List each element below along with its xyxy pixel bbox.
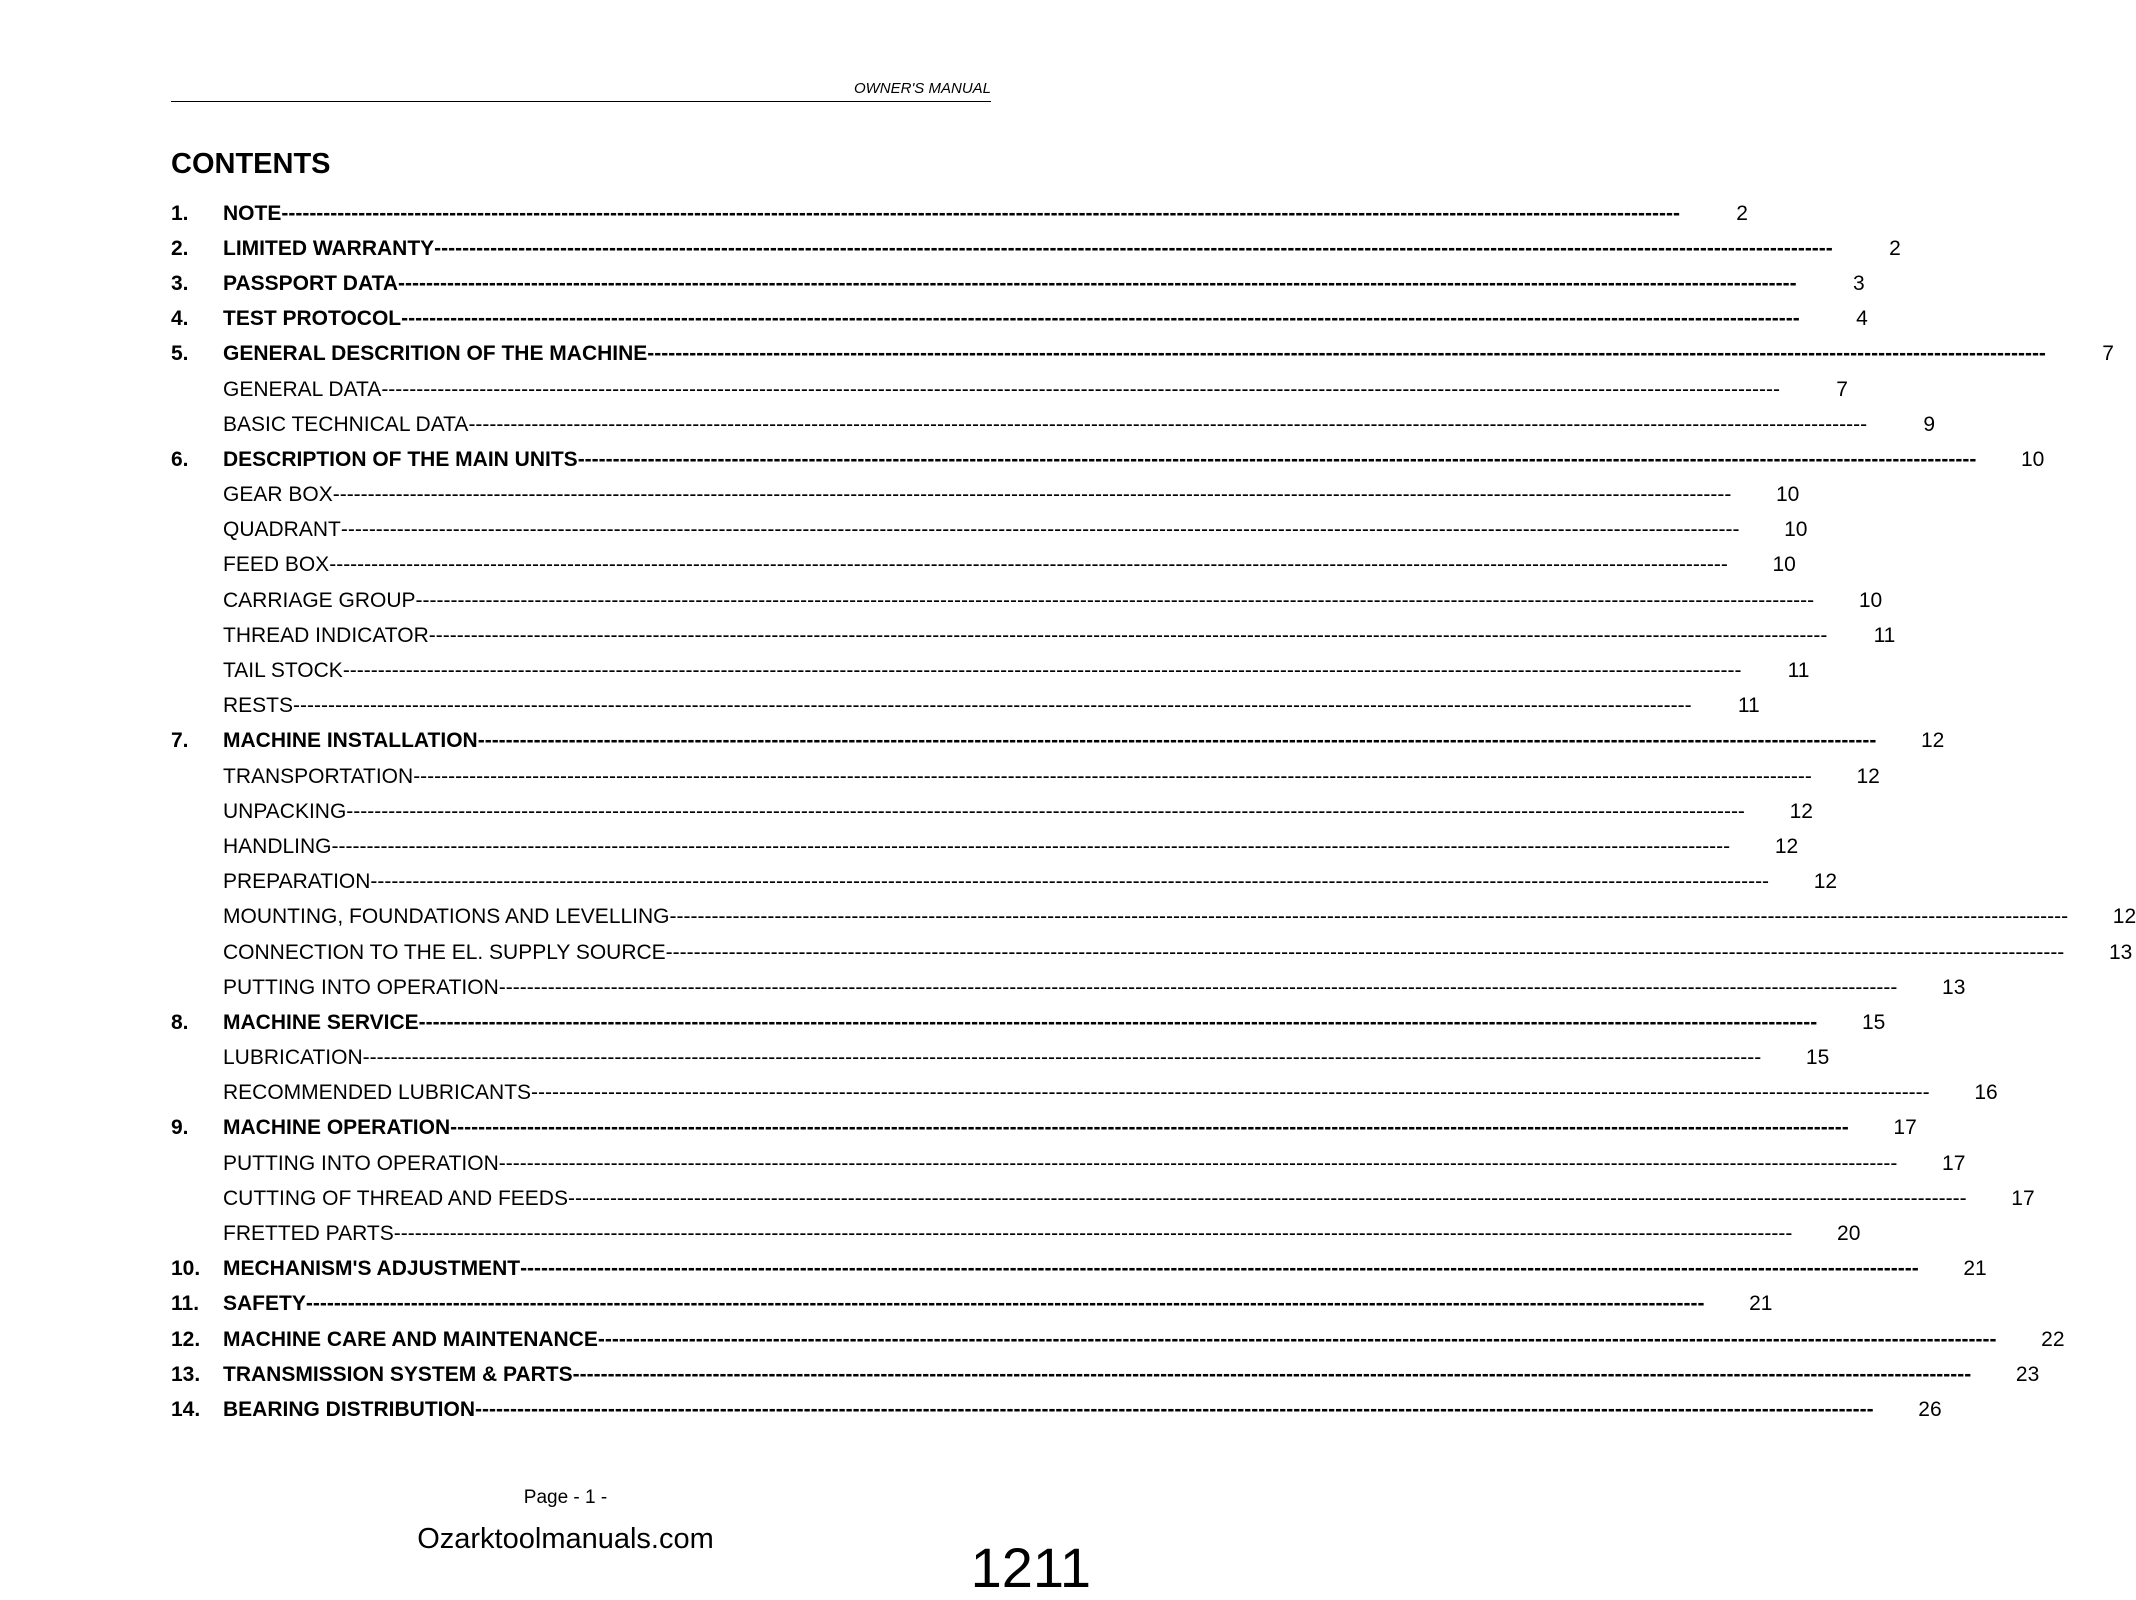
toc-entry-page: 17: [2011, 1186, 2035, 1210]
toc-entry-title: HANDLING: [223, 834, 332, 858]
toc-entry-title: BEARING DISTRIBUTION: [223, 1397, 475, 1421]
toc-entry-number: 3.: [171, 271, 189, 295]
toc-dash-leader: --------------------------------------------------------------------------------------------------------------------------------------------------------------------------------------------------------: [669, 905, 2069, 929]
toc-entry: [171, 865, 1838, 900]
toc-entry-page: 17: [1893, 1116, 1917, 1140]
toc-entry: [171, 970, 1966, 1005]
toc-dash-leader: --------------------------------------------------------------------------------------------------------------------------------------------------------------------------------------------------------: [418, 1010, 1818, 1034]
toc-entry-title: TRANSMISSION SYSTEM & PARTS: [223, 1362, 573, 1386]
toc-dash-leader: --------------------------------------------------------------------------------------------------------------------------------------------------------------------------------------------------------: [498, 1151, 1898, 1175]
toc-entry: [171, 196, 1748, 231]
toc-entry-title: BASIC TECHNICAL DATA: [223, 412, 469, 436]
toc-entry-page: 10: [1775, 483, 1800, 507]
toc-dash-leader: --------------------------------------------------------------------------------------------------------------------------------------------------------------------------------------------------------: [434, 236, 1833, 260]
table-of-contents: [171, 196, 2136, 1428]
toc-entry: [171, 337, 2114, 372]
toc-entry-title: THREAD INDICATOR: [223, 623, 429, 647]
toc-entry-title: RESTS: [223, 694, 294, 718]
toc-dash-leader: --------------------------------------------------------------------------------------------------------------------------------------------------------------------------------------------------------: [393, 1222, 1793, 1246]
toc-entry-number: 14.: [171, 1397, 201, 1421]
toc-entry-title: TAIL STOCK: [223, 659, 343, 683]
toc-entry-page: 12: [2112, 905, 2136, 929]
toc-entry-number: 8.: [171, 1010, 189, 1034]
toc-entry-title: PREPARATION: [223, 870, 371, 894]
toc-entry-page: 11: [1737, 694, 1760, 718]
running-header: OWNER'S MANUAL: [853, 80, 991, 97]
toc-dash-leader: --------------------------------------------------------------------------------------------------------------------------------------------------------------------------------------------------------: [647, 342, 2046, 366]
toc-entry-page: 21: [1963, 1257, 1987, 1281]
toc-entry-title: FEED BOX: [223, 553, 330, 577]
toc-entry-title: CARRIAGE GROUP: [223, 588, 416, 612]
toc-entry-page: 12: [1774, 834, 1799, 858]
toc-entry-page: 21: [1749, 1292, 1773, 1316]
toc-entry: [171, 1322, 2065, 1357]
toc-dash-leader: --------------------------------------------------------------------------------------------------------------------------------------------------------------------------------------------------------: [567, 1186, 1967, 1210]
toc-entry-title: PUTTING INTO OPERATION: [223, 1151, 499, 1175]
toc-entry: [171, 1392, 1942, 1427]
toc-dash-leader: --------------------------------------------------------------------------------------------------------------------------------------------------------------------------------------------------------: [398, 271, 1797, 295]
toc-dash-leader: --------------------------------------------------------------------------------------------------------------------------------------------------------------------------------------------------------: [477, 729, 1877, 753]
toc-entry: [171, 1076, 1998, 1111]
toc-entry-number: 10.: [171, 1257, 201, 1281]
toc-entry-page: 13: [1942, 975, 1966, 999]
page-title: CONTENTS: [171, 148, 331, 180]
toc-entry: [171, 1041, 1830, 1076]
toc-dash-leader: --------------------------------------------------------------------------------------------------------------------------------------------------------------------------------------------------------: [520, 1257, 1919, 1281]
toc-entry: [171, 372, 1848, 407]
toc-entry-page: 13: [2108, 940, 2133, 964]
toc-entry: [171, 407, 1936, 442]
toc-dash-leader: --------------------------------------------------------------------------------------------------------------------------------------------------------------------------------------------------------: [665, 940, 2065, 964]
toc-entry: [171, 1357, 2040, 1392]
toc-entry-title: PUTTING INTO OPERATION: [223, 975, 499, 999]
toc-entry: [171, 513, 1808, 548]
toc-entry-number: 13.: [171, 1362, 201, 1386]
toc-entry-page: 20: [1837, 1222, 1861, 1246]
toc-entry-title: SAFETY: [223, 1292, 306, 1316]
toc-dash-leader: --------------------------------------------------------------------------------------------------------------------------------------------------------------------------------------------------------: [305, 1292, 1705, 1316]
toc-entry-number: 12.: [171, 1327, 201, 1351]
toc-dash-leader: --------------------------------------------------------------------------------------------------------------------------------------------------------------------------------------------------------: [340, 518, 1740, 542]
toc-entry-title: NOTE: [223, 201, 282, 225]
toc-entry-page: 9: [1923, 412, 1936, 436]
toc-dash-leader: --------------------------------------------------------------------------------------------------------------------------------------------------------------------------------------------------------: [329, 553, 1728, 577]
toc-dash-leader: --------------------------------------------------------------------------------------------------------------------------------------------------------------------------------------------------------: [342, 659, 1742, 683]
toc-entry: [171, 724, 1945, 759]
toc-entry-title: TEST PROTOCOL: [223, 307, 402, 331]
toc-entry-number: 4.: [171, 307, 189, 331]
toc-entry-number: 11.: [171, 1292, 200, 1316]
page-footer-label: Page - 1 -: [523, 1487, 608, 1508]
toc-dash-leader: --------------------------------------------------------------------------------------------------------------------------------------------------------------------------------------------------------: [572, 1362, 1972, 1386]
toc-entry-page: 22: [2041, 1327, 2065, 1351]
toc-entry-title: MACHINE CARE AND MAINTENANCE: [223, 1327, 598, 1351]
toc-entry: [171, 442, 2045, 477]
toc-entry-page: 10: [1858, 588, 1883, 612]
toc-entry-page: 12: [1920, 729, 1945, 753]
toc-dash-leader: --------------------------------------------------------------------------------------------------------------------------------------------------------------------------------------------------------: [577, 447, 1977, 471]
toc-entry-number: 2.: [171, 236, 189, 260]
toc-entry-page: 12: [1813, 870, 1838, 894]
toc-entry: [171, 653, 1810, 688]
toc-entry-title: LIMITED WARRANTY: [223, 236, 435, 260]
toc-entry-number: 9.: [171, 1116, 189, 1140]
toc-entry-title: QUADRANT: [223, 518, 341, 542]
toc-entry-page: 17: [1942, 1151, 1966, 1175]
toc-entry-page: 26: [1918, 1397, 1942, 1421]
toc-entry-page: 11: [1787, 659, 1810, 683]
toc-entry: [171, 1111, 1917, 1146]
toc-entry: [171, 1146, 1966, 1181]
toc-entry-page: 15: [1861, 1010, 1886, 1034]
toc-dash-leader: --------------------------------------------------------------------------------------------------------------------------------------------------------------------------------------------------------: [370, 870, 1770, 894]
toc-entry-title: MOUNTING, FOUNDATIONS AND LEVELLING: [223, 905, 670, 929]
toc-dash-leader: --------------------------------------------------------------------------------------------------------------------------------------------------------------------------------------------------------: [450, 1116, 1849, 1140]
toc-entry: [171, 829, 1799, 864]
toc-entry-title: TRANSPORTATION: [223, 764, 414, 788]
website-footer: Ozarktoolmanuals.com: [417, 1523, 714, 1555]
toc-entry-number: 1.: [171, 201, 189, 225]
toc-entry-title: GEAR BOX: [223, 483, 333, 507]
toc-entry: [171, 900, 2136, 935]
toc-entry-title: GENERAL DATA: [223, 377, 382, 401]
toc-entry: [171, 548, 1796, 583]
toc-entry: [171, 302, 1868, 337]
toc-entry-title: FRETTED PARTS: [223, 1222, 394, 1246]
toc-entry: [171, 759, 1880, 794]
toc-entry: [171, 689, 1760, 724]
toc-entry: [171, 1216, 1861, 1251]
toc-entry-number: 5.: [171, 342, 189, 366]
toc-entry-page: 23: [2015, 1362, 2040, 1386]
toc-entry-title: GENERAL DESCRITION OF THE MACHINE: [223, 342, 648, 366]
toc-entry-page: 12: [1856, 764, 1880, 788]
toc-entry-page: 2: [1889, 236, 1901, 260]
toc-dash-leader: --------------------------------------------------------------------------------------------------------------------------------------------------------------------------------------------------------: [331, 834, 1731, 858]
toc-entry-title: MECHANISM'S ADJUSTMENT: [223, 1257, 521, 1281]
toc-dash-leader: --------------------------------------------------------------------------------------------------------------------------------------------------------------------------------------------------------: [346, 799, 1745, 823]
page-stamp-number: 1211: [970, 1536, 1091, 1599]
toc-entry: [171, 1287, 1773, 1322]
toc-dash-leader: --------------------------------------------------------------------------------------------------------------------------------------------------------------------------------------------------------: [281, 201, 1680, 225]
toc-dash-leader: --------------------------------------------------------------------------------------------------------------------------------------------------------------------------------------------------------: [428, 623, 1828, 647]
toc-entry-title: MACHINE SERVICE: [223, 1010, 419, 1034]
toc-dash-leader: --------------------------------------------------------------------------------------------------------------------------------------------------------------------------------------------------------: [293, 694, 1692, 718]
toc-entry-page: 15: [1805, 1046, 1830, 1070]
toc-dash-leader: --------------------------------------------------------------------------------------------------------------------------------------------------------------------------------------------------------: [362, 1046, 1762, 1070]
toc-entry-page: 10: [1784, 518, 1808, 542]
toc-entry-title: CONNECTION TO THE EL. SUPPLY SOURCE: [223, 940, 666, 964]
toc-entry: [171, 583, 1883, 618]
toc-entry-page: 16: [1974, 1081, 1998, 1105]
toc-entry: [171, 1005, 1886, 1040]
toc-entry-page: 7: [2102, 342, 2114, 366]
header-rule: [171, 101, 991, 102]
toc-entry-title: MACHINE INSTALLATION: [223, 729, 478, 753]
toc-dash-leader: --------------------------------------------------------------------------------------------------------------------------------------------------------------------------------------------------------: [401, 307, 1800, 331]
toc-dash-leader: --------------------------------------------------------------------------------------------------------------------------------------------------------------------------------------------------------: [415, 588, 1815, 612]
toc-dash-leader: --------------------------------------------------------------------------------------------------------------------------------------------------------------------------------------------------------: [531, 1081, 1930, 1105]
toc-entry: [171, 935, 2133, 970]
toc-dash-leader: --------------------------------------------------------------------------------------------------------------------------------------------------------------------------------------------------------: [475, 1397, 1874, 1421]
toc-dash-leader: --------------------------------------------------------------------------------------------------------------------------------------------------------------------------------------------------------: [498, 975, 1898, 999]
toc-entry-page: 7: [1836, 377, 1848, 401]
toc-entry-number: 7.: [171, 729, 189, 753]
toc-entry: [171, 266, 1865, 301]
toc-entry-page: 4: [1856, 307, 1868, 331]
toc-entry: [171, 231, 1901, 266]
toc-entry-title: LUBRICATION: [223, 1046, 363, 1070]
toc-entry-page: 3: [1852, 271, 1865, 295]
toc-entry-title: DESCRIPTION OF THE MAIN UNITS: [223, 447, 578, 471]
toc-entry-page: 10: [2020, 447, 2045, 471]
toc-entry-title: PASSPORT DATA: [223, 271, 399, 295]
toc-entry-page: 11: [1873, 623, 1896, 647]
toc-entry: [171, 1181, 2035, 1216]
toc-dash-leader: --------------------------------------------------------------------------------------------------------------------------------------------------------------------------------------------------------: [597, 1327, 1997, 1351]
toc-entry-page: 10: [1772, 553, 1796, 577]
toc-entry-number: 6.: [171, 447, 189, 471]
toc-entry: [171, 794, 1813, 829]
toc-dash-leader: --------------------------------------------------------------------------------------------------------------------------------------------------------------------------------------------------------: [413, 764, 1812, 788]
toc-entry: [171, 478, 1800, 513]
toc-entry: [171, 1252, 1987, 1287]
toc-entry-title: CUTTING OF THREAD AND FEEDS: [223, 1186, 568, 1210]
toc-dash-leader: --------------------------------------------------------------------------------------------------------------------------------------------------------------------------------------------------------: [332, 483, 1732, 507]
toc-entry-page: 12: [1789, 799, 1813, 823]
toc-dash-leader: --------------------------------------------------------------------------------------------------------------------------------------------------------------------------------------------------------: [468, 412, 1868, 436]
toc-entry-title: UNPACKING: [223, 799, 347, 823]
toc-dash-leader: --------------------------------------------------------------------------------------------------------------------------------------------------------------------------------------------------------: [381, 377, 1780, 401]
toc-entry-title: RECOMMENDED LUBRICANTS: [223, 1081, 532, 1105]
toc-entry: [171, 618, 1896, 653]
toc-entry-page: 2: [1736, 201, 1748, 225]
toc-entry-title: MACHINE OPERATION: [223, 1116, 451, 1140]
